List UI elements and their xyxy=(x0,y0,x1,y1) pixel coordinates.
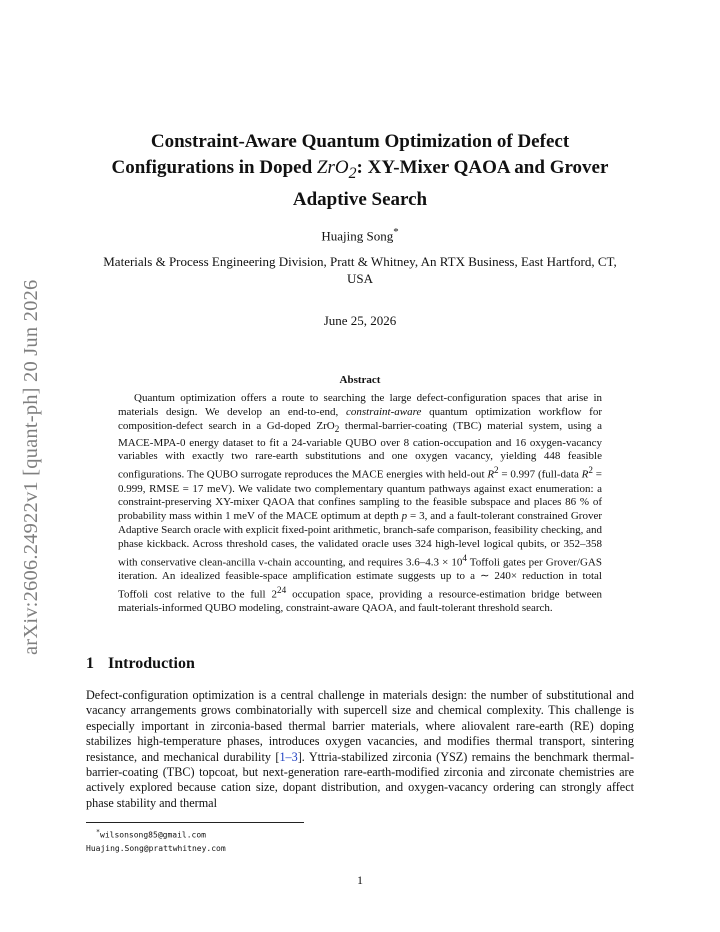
author-line xyxy=(0,226,720,244)
citation-link[interactable]: 1–3 xyxy=(279,749,298,764)
title-text-part1: Constraint-Aware Quantum Optimization of Defect Configurations in Doped xyxy=(111,131,570,178)
date: June 25, 2026 xyxy=(323,313,397,328)
abstract-heading: Abstract xyxy=(339,374,381,386)
arxiv-identifier[interactable]: arXiv:2606.24922v1 [quant-ph] 20 Jun 2026 xyxy=(20,279,42,655)
affiliation: Materials & Process Engineering Division, Pratt & Whitney, An RTX Business, East Hartford, CT, USA xyxy=(103,254,617,286)
author-footnote-mark[interactable]: * xyxy=(393,226,399,238)
footnote xyxy=(86,826,486,855)
footnote-divider xyxy=(86,822,304,823)
title-math-formula: ZrO$_2$ xyxy=(316,157,357,182)
abstract-emphasis: constraint-aware xyxy=(345,405,422,418)
paper-title xyxy=(92,129,628,213)
title-text-part2: : XY-Mixer QAOA and Grover Adaptive Search xyxy=(292,157,609,210)
abstract-body: Quantum optimization offers a route to searching the large defect-configuration spaces that arise in materials design. We develop an end-to-end, constraint-aware quantum optimization workflow for composition-defect search in a Gd-doped ZrO$_2$ thermal-barrier-coating (TBC) material system, using a MACE-MPA-0 energy dataset to fit a 24-variable QUBO over 8 cation-occupation and 16 oxygen-vacancy variables with exactly two rare-earth substitutions and one oxygen vacancy, yielding 448 feasible configurations. The QUBO surrogate reproduces the MACE energies with held-out $R^2 = 0.997$ (full-data $R^2 = 0.999$, RMSE = 17 meV). We validate two complementary quantum pathways against exact enumeration: a constraint-preserving XY-mixer QAOA that confines sampling to the feasible subspace and places 86 % of probability mass within 1 meV of the MACE optimum at depth p = 3, and a fault-tolerant constrained Grover Adaptive Search oracle with explicit fixed-point arithmetic, branch-safe comparison, feasibility checking, and phase kickback. Across threshold cases, the validated oracle uses 324 high-level logical qubits, or 352–358 with conservative clean-ancilla v-chain accounting, and requires $3.6-4.3 \times 10^4$ Toffoli gates per Grover/GAS iteration. An idealized feasible-space amplification estimate suggests up to a ∼ 240× reduction in total Toffoli cost relative to the full $2^{24}$ occupation space, providing a resource-estimation bridge between materials-informed QUBO modeling, constraint-aware QAOA, and fault-tolerant threshold search. xyxy=(118,392,603,615)
footnote-email-2[interactable]: Huajing.Song@prattwhitney.com xyxy=(86,843,226,853)
introduction-paragraph: Defect-configuration optimization is a central challenge in materials design: the number of substitutional and vacancy arrangements grows combinatorially with supercell size and chemical complexity. This challenge is especially important in zirconia-based thermal barrier materials, where aliovalent rare-earth (RE) doping stabilizes high-temperature phases, introduces oxygen vacancies, and modifies thermal transport, sintering resistance, and mechanical durability [1–3]. Yttria-stabilized zirconia (YSZ) remains the benchmark thermal-barrier-coating (TBC) topcoat, but next-generation rare-earth-modified zirconia and zirconate chemistries are actively explored because cation size, dopant distribution, and oxygen-vacancy ordering can strongly affect phase stability and thermal xyxy=(86,688,635,810)
footnote-email-1[interactable]: *wilsonsong85@gmail.com xyxy=(96,828,206,840)
author-name: Huajing Song xyxy=(321,228,394,244)
section-number: 1 xyxy=(86,655,94,672)
section-heading-introduction xyxy=(86,655,486,673)
page-number: 1 xyxy=(357,873,363,887)
section-title: Introduction xyxy=(108,655,195,672)
